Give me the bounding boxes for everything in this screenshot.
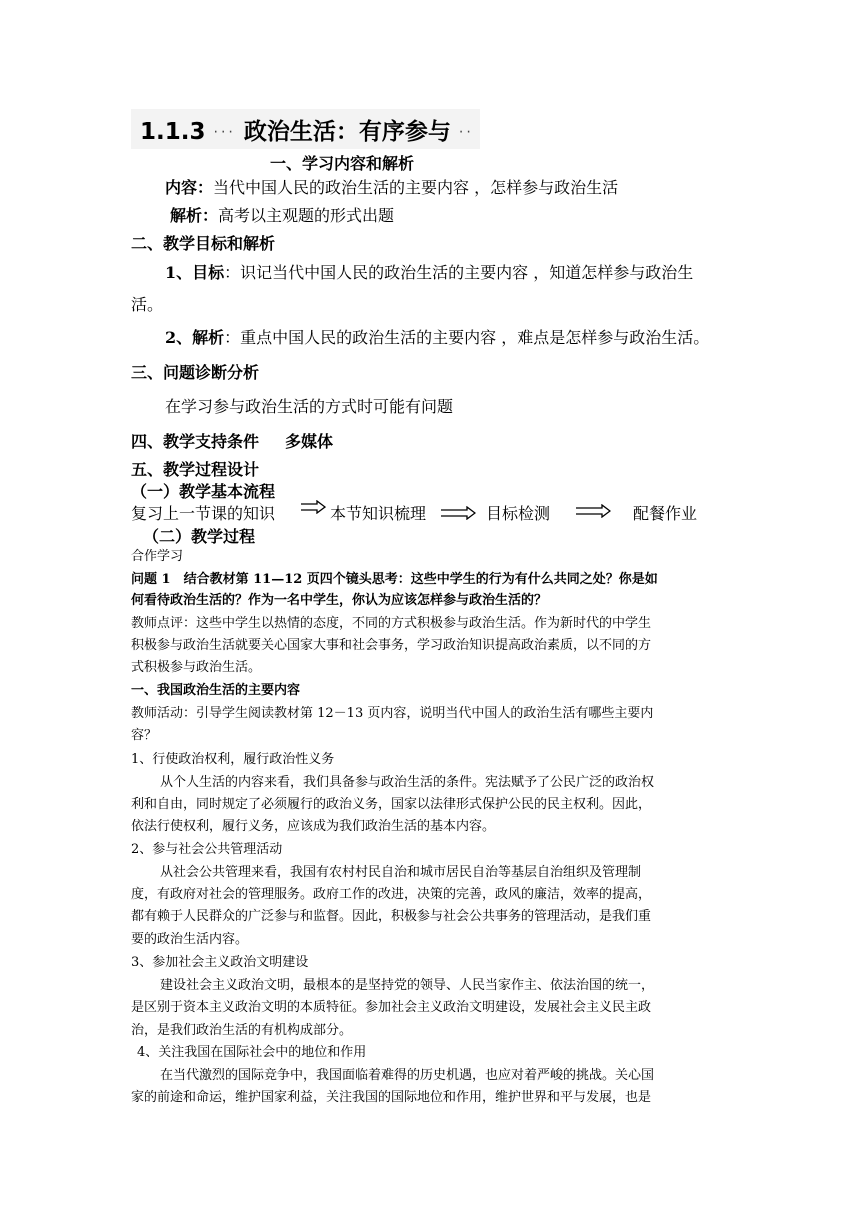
section2-goal: 1、目标：识记当代中国人民的政治生活的主要内容 ，知道怎样参与政治生: [165, 263, 694, 282]
section1-content: 内容：当代中国人民的政治生活的主要内容 ，怎样参与政治生活: [165, 178, 619, 197]
item-2-line-2: 度，有政府对社会的管理服务。政府工作的改进，决策的完善，政风的廉洁，效率的提高，: [131, 887, 652, 902]
flow-step-4: 配餐作业: [633, 504, 698, 523]
sub-heading-flow: （一）教学基本流程: [131, 482, 276, 501]
flow-step-3: 目标检测: [486, 504, 551, 523]
section1-heading: 一、学习内容和解析: [270, 154, 415, 173]
section2-goal-cont: 活。: [131, 295, 164, 314]
teacher-comment-line-2: 积极参与政治生活就要关心国家大事和社会事务，学习政治知识提高政治素质，以不同的方: [131, 638, 652, 653]
page-title: [140, 113, 474, 146]
item-4-line-1: 在当代激烈的国际竞争中，我国面临着难得的历史机遇，也应对着严峻的挑战。关心国: [160, 1068, 655, 1083]
flow-arrow-1: [300, 500, 326, 514]
teacher-activity-line-2: 容？: [131, 728, 158, 743]
flow-arrow-2: [440, 506, 476, 520]
section4-heading: 四、教学支持条件 多媒体: [131, 432, 334, 451]
section5-heading: 五、教学过程设计: [131, 460, 260, 479]
flow-step-2: 本节知识梳理: [330, 504, 427, 523]
item-1-line-1: 从个人生活的内容来看，我们具备参与政治生活的条件。宪法赋予了公民广泛的政治权: [160, 775, 655, 790]
section3-text: 在学习参与政治生活的方式时可能有问题: [165, 397, 454, 416]
teacher-activity-line-1: 教师活动：引导学生阅读教材第 12－13 页内容，说明当代中国人的政治生活有哪些主要内: [131, 706, 654, 721]
item-4-title: 4、关注我国在国际社会中的地位和作用: [137, 1045, 367, 1060]
item-3-line-2: 是区别于资本主义政治文明的本质特征。参加社会主义政治文明建设，发展社会主义民主政: [131, 1000, 652, 1015]
item-4-line-2: 家的前途和命运，维护国家利益，关注我国的国际地位和作用，维护世界和平与发展，也是: [131, 1090, 652, 1105]
item-2-line-4: 要的政治生活内容。: [131, 932, 249, 947]
title-number: 1.1.3: [140, 119, 206, 145]
flow-arrow-3: [575, 504, 611, 518]
question-1-line-2: 何看待政治生活的？作为一名中学生，你认为应该怎样参与政治生活的？: [131, 593, 548, 608]
item-3-line-1: 建设社会主义政治文明，最根本的是坚持党的领导、人民当家作主、依法治国的统一，: [160, 978, 655, 993]
item-1-line-2: 利和自由，同时规定了必须履行的政治义务，国家以法律形式保护公民的民主权利。因此，: [131, 797, 652, 812]
item-2-line-1: 从社会公共管理来看，我国有农村村民自治和城市居民自治等基层自治组织及管理制: [160, 865, 642, 880]
title-dots-trailing: ··: [458, 124, 474, 141]
item-3-line-3: 治，是我们政治生活的有机构成部分。: [131, 1023, 353, 1038]
coop-label: 合作学习: [131, 549, 184, 564]
sub-heading-process: （二）教学过程: [143, 527, 256, 546]
flow-step-1: 复习上一节课的知识: [131, 504, 276, 523]
question-1-line-1: 问题 1 结合教材第 11—12 页四个镜头思考：这些中学生的行为有什么共同之处？你是如: [131, 572, 658, 587]
section3-heading: 三、问题诊断分析: [131, 363, 260, 382]
section2-analysis: 2、解析：重点中国人民的政治生活的主要内容 ，难点是怎样参与政治生活。: [165, 328, 710, 347]
item-2-line-3: 都有赖于人民群众的广泛参与和监督。因此，积极参与社会公共事务的管理活动，是我们重: [131, 909, 652, 924]
title-text: 政治生活：有序参与: [243, 119, 451, 145]
item-1-line-3: 依法行使权利，履行义务，应该成为我们政治生活的基本内容。: [131, 819, 496, 834]
section2-heading: 二、教学目标和解析: [131, 234, 276, 253]
item-1-title: 1、行使政治权利，履行政治性义务: [131, 752, 335, 767]
teacher-comment-line-1: 教师点评：这些中学生以热情的态度，不同的方式积极参与政治生活。作为新时代的中学生: [131, 616, 652, 631]
item-3-title: 3、参加社会主义政治文明建设: [131, 955, 309, 970]
part1-heading: 一、我国政治生活的主要内容: [131, 683, 301, 698]
teacher-comment-line-3: 式积极参与政治生活。: [131, 660, 262, 675]
title-dots: ···: [213, 124, 236, 141]
item-2-title: 2、参与社会公共管理活动: [131, 842, 283, 857]
section1-analysis: 解析：高考以主观题的形式出题: [170, 206, 395, 225]
